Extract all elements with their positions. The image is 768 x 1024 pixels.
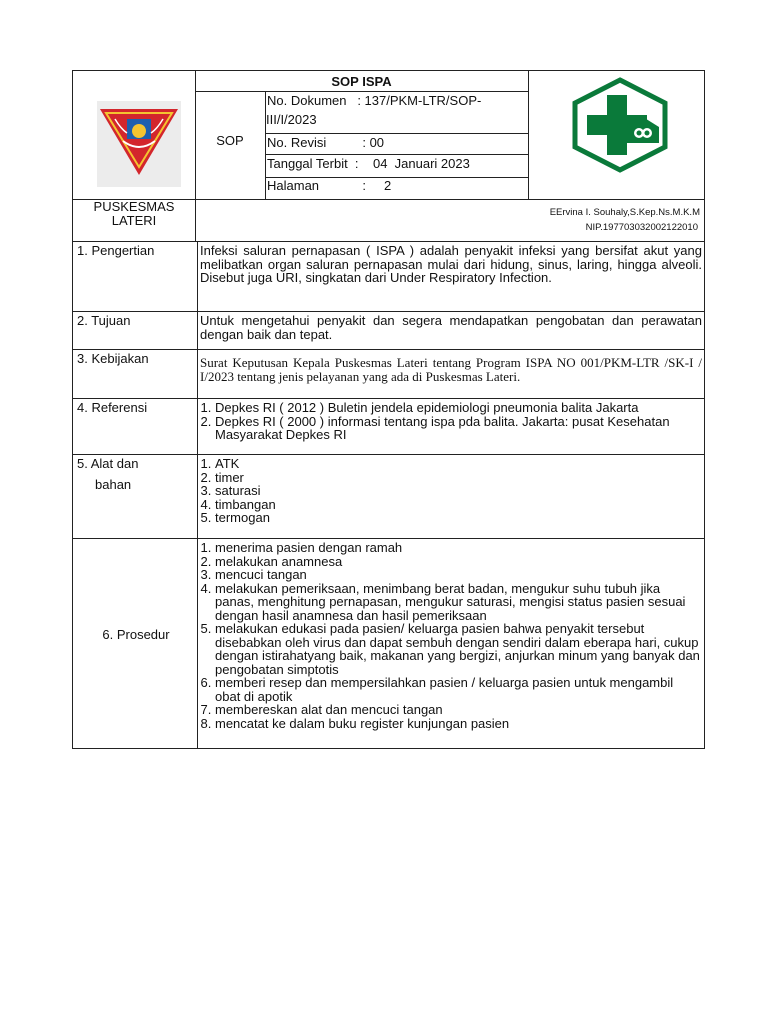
text-kebijakan: Surat Keputusan Kepala Puskesmas Lateri tentang Program ISPA NO 001/PKM-LTR /SK-I / I/2023 tentang jenis pelayanan yang ada di Puskesmas Lateri.: [198, 350, 705, 399]
row-alat-bahan: [73, 455, 705, 539]
list-item: 5. termogan: [215, 511, 702, 525]
halaman: Halaman : 2: [267, 178, 392, 193]
row-referensi: [73, 399, 705, 455]
label-tujuan: 2. Tujuan: [73, 312, 198, 350]
list-item: 6. memberi resep dan mempersilahkan pasien / keluarga pasien untuk mengambil obat di apotik: [215, 676, 702, 703]
puskesmas-logo-icon: [569, 77, 671, 173]
label-kebijakan: 3. Kebijakan: [73, 350, 198, 399]
list-item: 8. mencatat ke dalam buku register kunjungan pasien: [215, 717, 702, 731]
list-item: 3. saturasi: [215, 484, 702, 498]
org-name: [73, 200, 195, 228]
signer-name: EErvina I. Souhaly,S.Kep.Ns.M.K.M: [549, 207, 700, 218]
no-dokumen-line2: III/I/2023: [266, 112, 317, 127]
list-item: 2. Depkes RI ( 2000 ) informasi tentang ispa pda balita. Jakarta: pusat Kesehatan Masyarakat Depkes RI: [215, 415, 702, 442]
row-prosedur: [73, 539, 705, 749]
list-item: 1. menerima pasien dengan ramah: [215, 541, 702, 555]
label-alat-bahan: [73, 455, 198, 539]
list-item: 5. melakukan edukasi pada pasien/ keluarga pasien bahwa penyakit tersebut disebabkan oleh virus dan dapat sembuh dengan sendiri dalam eberapa hari, cukup dengan istirahatyang baik, makanan yang bergizi, anjurkan minum yang banyak dan pengobatan simptotis: [215, 622, 702, 676]
regional-emblem-icon: [97, 101, 181, 187]
row-pengertian: [73, 242, 705, 312]
list-item: 3. mencuci tangan: [215, 568, 702, 582]
list-item: 1. ATK: [215, 457, 702, 471]
label-referensi: 4. Referensi: [73, 399, 198, 455]
row-kebijakan: [73, 350, 705, 399]
sop-label: SOP: [216, 133, 244, 148]
list-item: 2. melakukan anamnesa: [215, 555, 702, 569]
list-alat-bahan: [198, 455, 705, 539]
list-item: 7. membereskan alat dan mencuci tangan: [215, 703, 702, 717]
document-header: [72, 70, 705, 241]
no-dokumen-line1: No. Dokumen : 137/PKM-LTR/SOP-: [267, 93, 482, 108]
text-tujuan: Untuk mengetahui penyakit dan segera mendapatkan pengobatan dan perawatan dengan baik dan tepat.: [198, 312, 705, 350]
list-item: 4. melakukan pemeriksaan, menimbang berat badan, mengukur suhu tubuh jika panas, menghitung pernapasan, mengukur saturasi, mengisi status pasien sesuai dengan hasil anamnesa dan hasil pemeriksaan: [215, 582, 702, 623]
label-alat-line1: 5. Alat dan: [77, 456, 139, 471]
text-pengertian: Infeksi saluran pernapasan ( ISPA ) adalah penyakit infeksi yang bersifat akut yang melibatkan organ saluran pernapasan mulai dari hidung, sinus, laring, hingga alveoli. Disebut juga URI, singkatan dari Under Respiratory Infection.: [198, 242, 705, 312]
row-tujuan: [73, 312, 705, 350]
sop-document: [72, 70, 705, 749]
signer-nip: NIP.197703032002122010: [585, 222, 698, 233]
label-alat-line2: bahan: [95, 476, 132, 492]
list-item: 2. timer: [215, 471, 702, 485]
sop-content-table: [72, 241, 705, 749]
document-title: SOP ISPA: [331, 74, 392, 89]
org-name-text: PUSKESMAS LATERI: [93, 199, 175, 228]
list-referensi: [198, 399, 705, 455]
label-prosedur: 6. Prosedur: [73, 539, 198, 749]
no-revisi: No. Revisi : 00: [267, 135, 385, 150]
list-item: 1. Depkes RI ( 2012 ) Buletin jendela epidemiologi pneumonia balita Jakarta: [215, 401, 702, 415]
list-item: 4. timbangan: [215, 498, 702, 512]
label-pengertian: 1. Pengertian: [73, 242, 198, 312]
tanggal-terbit: Tanggal Terbit : 04 Januari 2023: [267, 156, 470, 171]
list-prosedur: [198, 539, 705, 749]
